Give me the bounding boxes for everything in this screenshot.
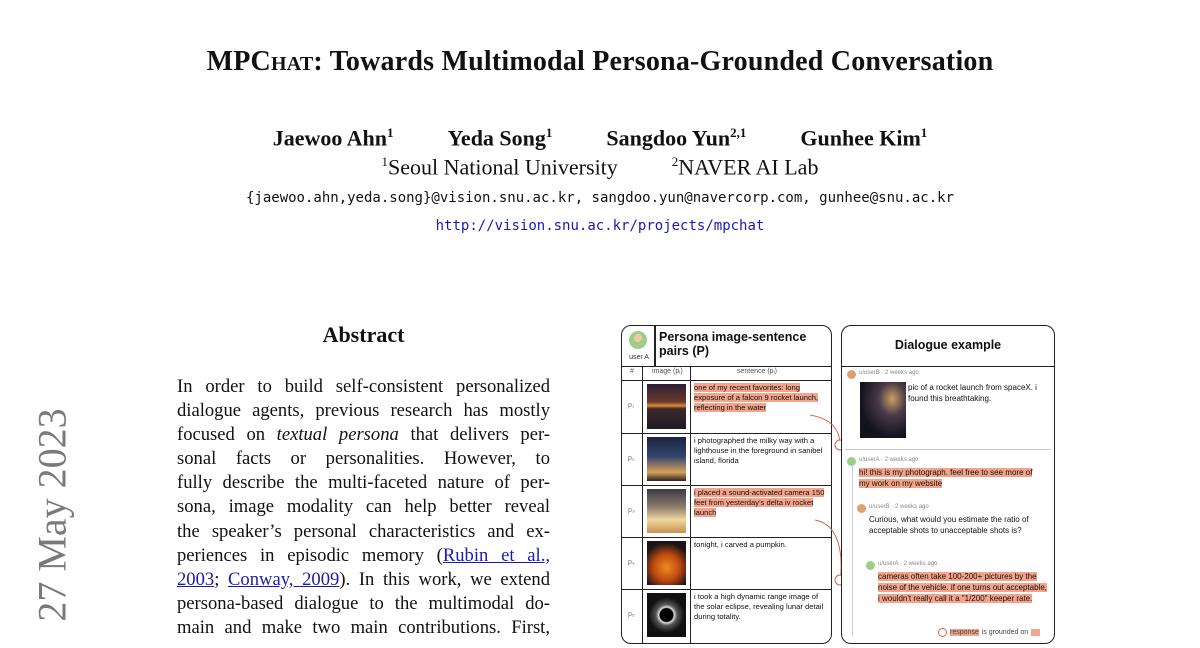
persona-panel-title: Persona image-sentence pairs (P) (659, 330, 807, 358)
dialogue-panel-title: Dialogue example (894, 338, 1002, 352)
turn-user: u/userA · 2 weeks ago (859, 457, 919, 463)
row-sentence: i placed a sound-activated camera 150 feet from yesterday’s delta iv rocket launch (694, 488, 825, 517)
col-image: image (pᵢ) (652, 368, 683, 375)
avatar (847, 457, 856, 466)
affiliation: $^2$NAVER AI Lab (671, 154, 819, 180)
row-sentence: one of my recent favorites: long exposure of a falcon 9 rocket launch, reflecting in the water (694, 383, 819, 412)
avatar (847, 370, 856, 379)
row-id: p₂ (628, 455, 635, 462)
user-label: user A (629, 354, 649, 361)
row-sentence: i took a high dynamic range image of the solar eclipse, revealing lunar detail during totality. (694, 592, 824, 621)
author: Yeda Song$^1$ (447, 125, 553, 151)
author-list (0, 125, 1200, 151)
turn-user: u/userB · 2 weeks ago (859, 370, 919, 376)
avatar (629, 331, 647, 349)
turn-user: u/userB · 2 weeks ago (869, 504, 929, 510)
row-sentence: i photographed the milky way with a lighthouse in the foreground in sanibel island, florida (694, 436, 823, 465)
abstract-line: persona-based dialogue to the multimodal do- (177, 592, 550, 614)
abstract-line: the speaker’s personal characteristics and ex- (177, 520, 550, 542)
abstract-line: sona, image modality can help better reveal (177, 496, 550, 518)
turn-text: hi! this is my photograph. feel free to see more of my work on my website (859, 468, 1033, 488)
abstract-line: focused on textual persona that delivers per- (177, 424, 550, 446)
avatar (857, 504, 866, 513)
turn-text: cameras often take 100-200+ pictures by the noise of the vehicle. if one turns out acceptable, i wouldn't really call it a "1/200" keeper rate. (878, 572, 1047, 603)
legend-text: is grounded on (981, 629, 1029, 636)
legend-response: response (950, 629, 979, 636)
turn-text: pic of a rocket launch from spaceX. i found this breathtaking. (908, 383, 1037, 403)
avatar (866, 561, 875, 570)
author: Gunhee Kim$^1$ (800, 125, 928, 151)
rocket-reflection-image (647, 384, 686, 429)
eclipse-image (647, 593, 686, 637)
col-idx: # (630, 368, 634, 375)
paper-title: MPChat: Towards Multimodal Persona-Grounded Conversation (206, 46, 994, 77)
affiliation: $^1$Seoul National University (381, 154, 618, 180)
arxiv-date-text: 27 May 2023 (29, 408, 75, 622)
milky-way-lighthouse-image (647, 437, 686, 481)
project-link[interactable]: http://vision.snu.ac.kr/projects/mpchat (435, 218, 765, 234)
abstract-heading: Abstract (322, 322, 405, 347)
row-id: p₄ (628, 559, 635, 566)
citation-link[interactable]: Conway, 2009 (228, 568, 340, 590)
abstract-line: In order to build self-consistent personalized (177, 376, 550, 397)
author-emails: {jaewoo.ahn,yeda.song}@vision.snu.ac.kr, sangdoo.yun@navercorp.com, gunhee@snu.ac.kr (245, 190, 954, 206)
row-sentence: tonight, i carved a pumpkin. (694, 540, 787, 549)
dialogue-panel (841, 325, 1055, 644)
persona-table-header (622, 366, 831, 381)
author: Sangdoo Yun$^{2,1}$ (606, 125, 747, 151)
turn-user: u/userA · 2 weeks ago (878, 561, 938, 567)
abstract-line: periences in episodic memory (Rubin et al., (177, 544, 550, 566)
affiliation-list (0, 154, 1200, 180)
abstract-line: 2003; Conway, 2009). In this work, we extend (177, 568, 550, 590)
arxiv-date-stamp (16, 405, 88, 625)
citation-link[interactable]: Rubin et al., (442, 544, 550, 566)
grounding-legend (938, 628, 1040, 637)
abstract-line: dialogue agents, previous research has mostly (177, 400, 550, 422)
abstract-body (177, 375, 550, 640)
row-id: p₅ (628, 611, 635, 618)
turn-text: Curious, what would you estimate the ratio of acceptable shots to unacceptable shots is? (869, 515, 1029, 535)
abstract-line: main and make two main contributions. First, (177, 616, 550, 638)
pumpkin-image (647, 541, 686, 585)
abstract-line: sonal facts or personalities. However, to (177, 448, 550, 470)
row-id: p₃ (628, 507, 635, 514)
author: Jaewoo Ahn$^1$ (272, 125, 394, 151)
rocket-post-image (860, 382, 906, 438)
abstract-line: fully describe the multi-faceted nature of per- (177, 472, 550, 494)
row-id: p₁ (628, 402, 635, 409)
col-sentence: sentence (pᵢ) (737, 368, 778, 375)
citation-link[interactable]: 2003 (177, 568, 215, 590)
rocket-launch-image (647, 489, 686, 533)
